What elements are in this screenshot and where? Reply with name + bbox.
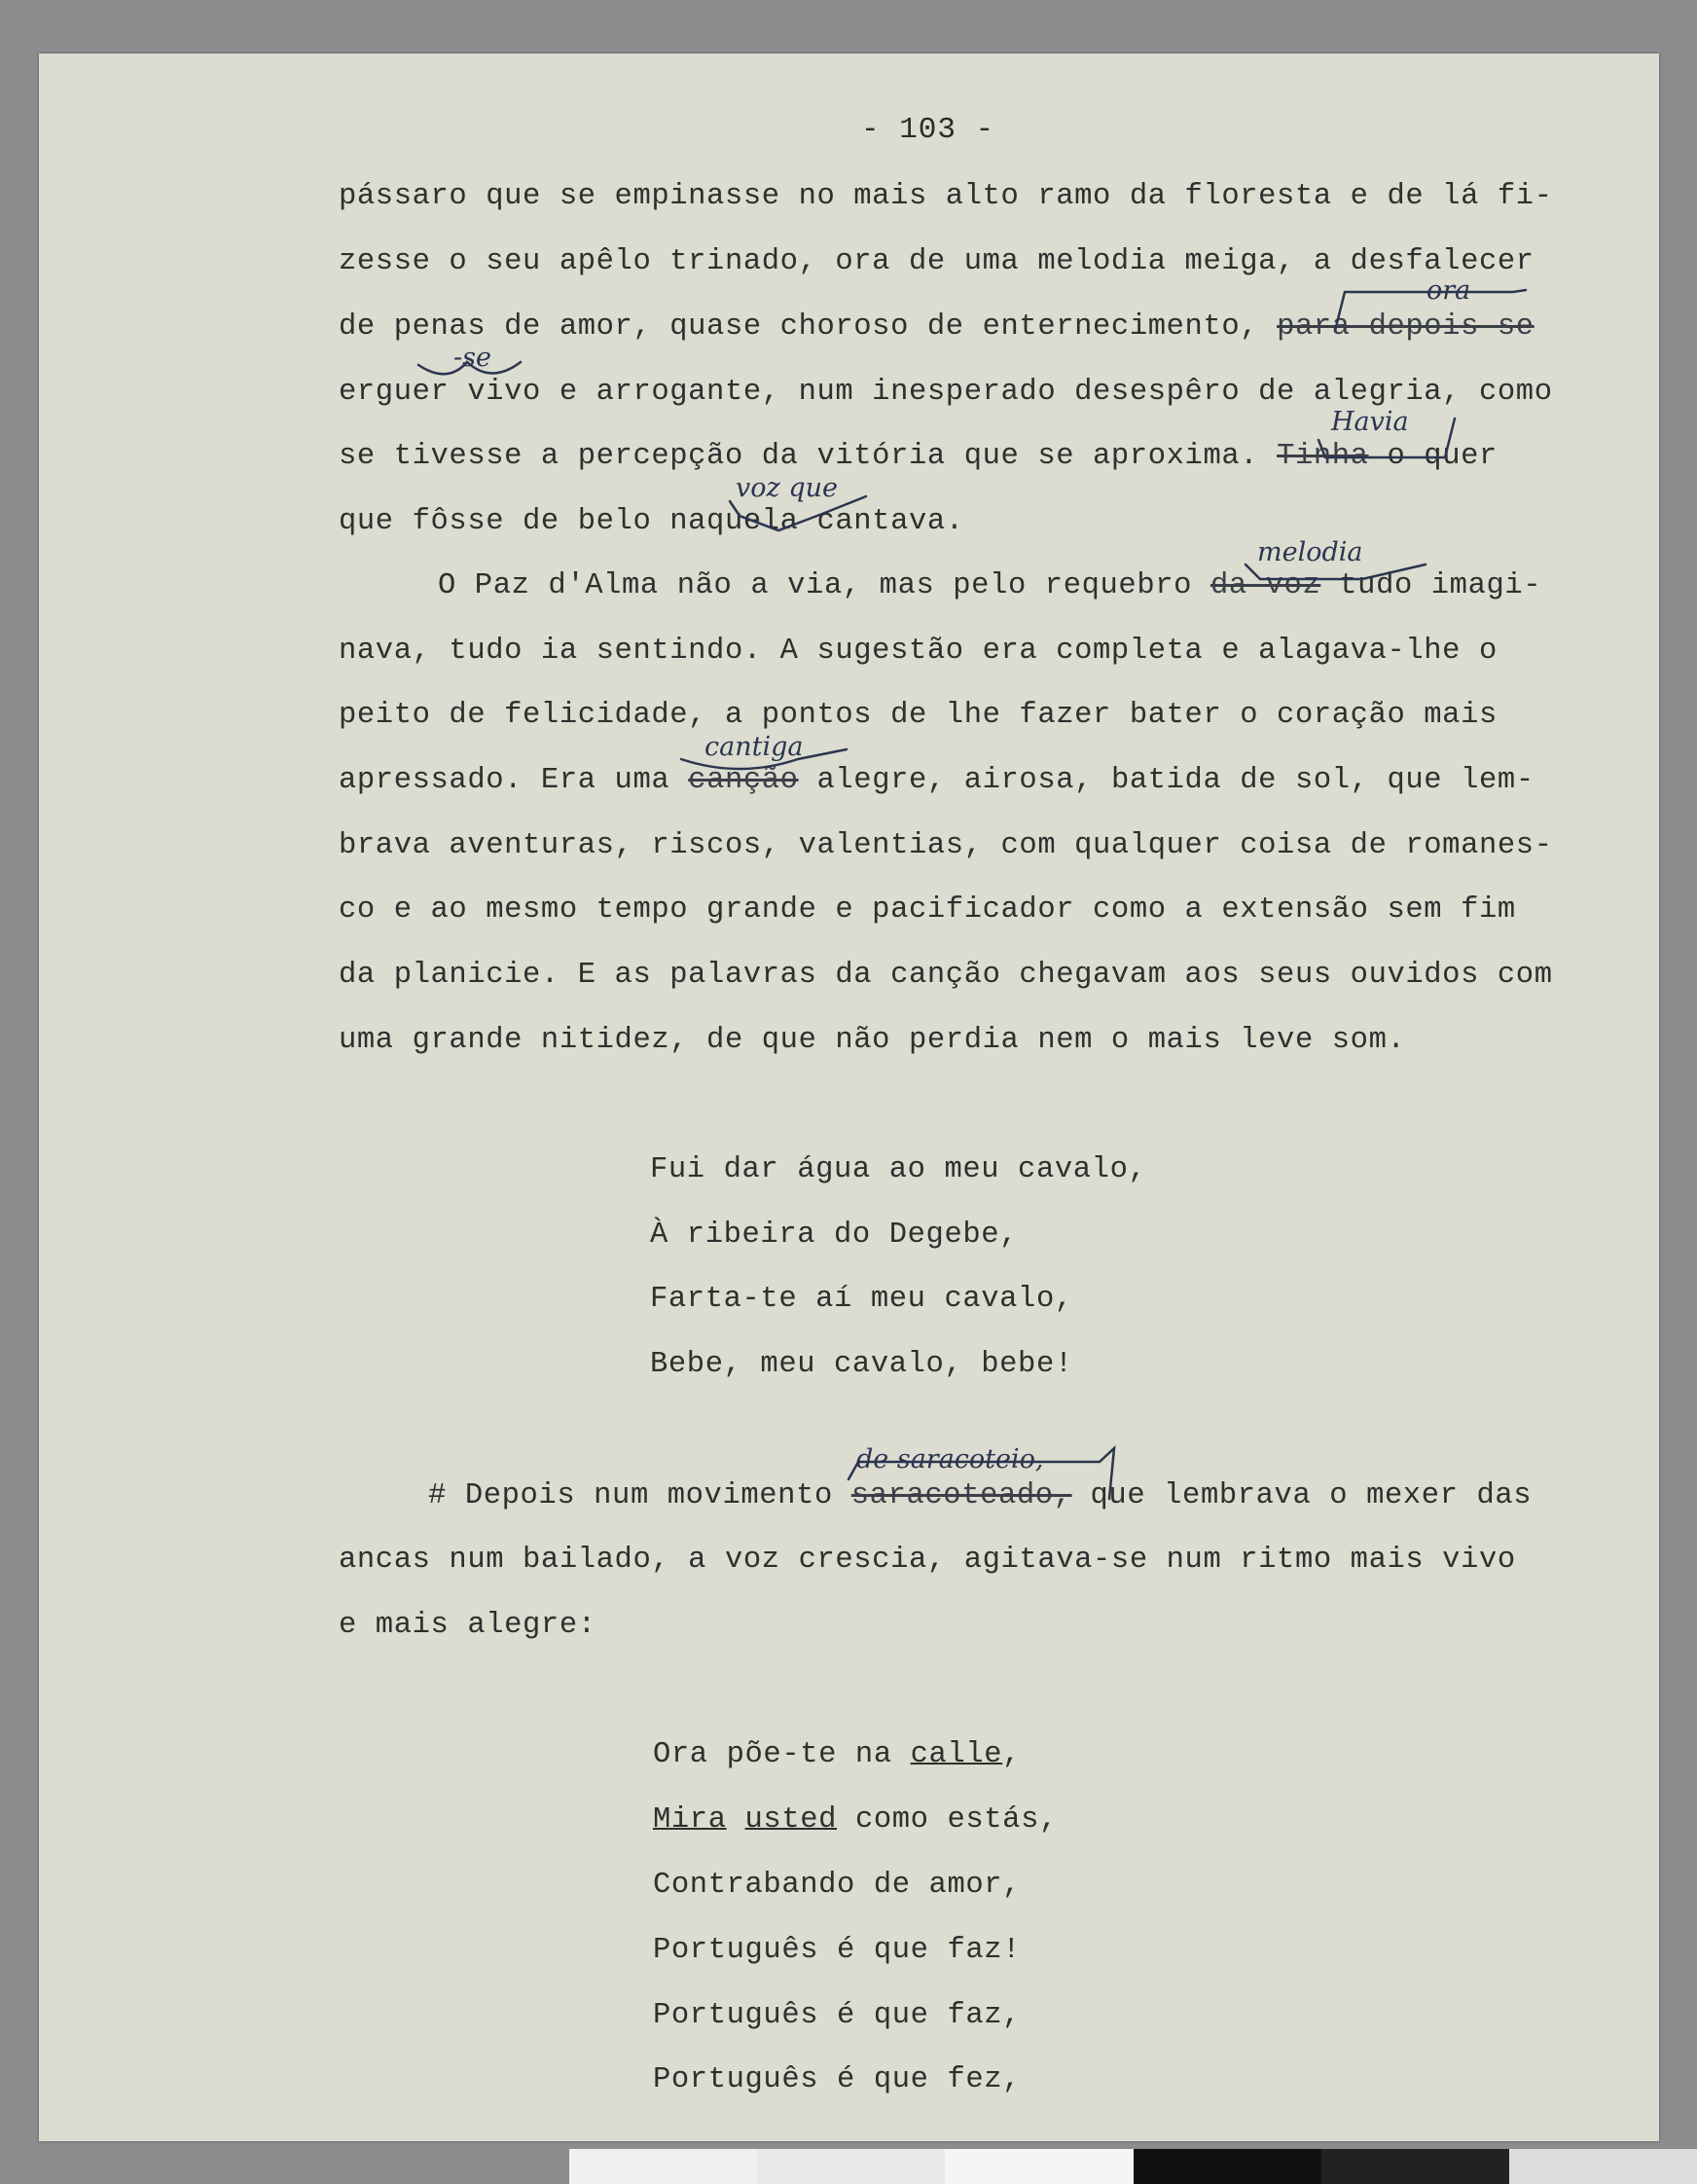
handwritten-note: de saracoteio, — [856, 1444, 1044, 1474]
text-segment: Depois num movimento — [464, 1479, 833, 1512]
struck-text: Tinha — [1277, 440, 1369, 473]
text-segment: se tivesse a percepção da vitória que se aproxima. — [339, 440, 1259, 473]
handwritten-note: ora — [1426, 275, 1471, 306]
insertion-caret — [1318, 419, 1455, 457]
struck-text: saracoteado, — [850, 1479, 1072, 1512]
text-segment: o quer — [1387, 440, 1498, 473]
text-line: pássaro que se empinasse no mais alto ramo da floresta e de lá fi- — [339, 180, 1553, 213]
verse-line: Farta-te aí meu cavalo, — [650, 1283, 1073, 1316]
text-line: que fôsse de belo naquela cantava. — [339, 505, 964, 538]
text-line: co e ao mesmo tempo grande e pacificador como a extensão sem fim — [339, 893, 1516, 927]
struck-text: para depois se — [1277, 310, 1535, 344]
text-segment: como estás, — [854, 1803, 1058, 1837]
verse-line: Português é que fez, — [653, 2063, 1022, 2096]
text-segment: O Paz d'Alma não a via, mas pelo requebro — [438, 569, 1193, 602]
struck-text: canção — [688, 764, 799, 797]
insertion-caret — [730, 496, 866, 530]
verse-line: Português é que faz! — [653, 1934, 1022, 1967]
verse-line: À ribeira do Degebe, — [650, 1219, 1019, 1252]
struck-text: da voz — [1210, 569, 1321, 602]
text-line: zesse o seu apêlo trinado, ora de uma melodia meiga, a desfalecer — [339, 245, 1535, 278]
handwritten-note: -se — [453, 343, 491, 373]
text-segment: alegre, airosa, batida de sol, que lem- — [816, 764, 1535, 797]
verse-line: Português é que faz, — [653, 1999, 1022, 2032]
color-scale-bar — [569, 2149, 1697, 2184]
text-line: nava, tudo ia sentindo. A sugestão era completa e alagava-lhe o — [339, 635, 1498, 668]
insertion-caret — [418, 362, 521, 374]
scale-segment — [569, 2149, 757, 2184]
text-segment: tudo imagi- — [1339, 569, 1542, 602]
text-line: uma grande nitidez, de que não perdia nem o mais leve som. — [339, 1024, 1406, 1057]
underlined-word: Mira — [653, 1803, 727, 1837]
underlined-word: calle — [910, 1738, 1003, 1771]
handwritten-note: melodia — [1257, 537, 1363, 567]
page-number: - 103 - — [861, 113, 995, 147]
scale-segment — [1509, 2149, 1697, 2184]
text-segment: , — [1002, 1738, 1022, 1771]
insertion-caret — [1335, 290, 1526, 331]
verse-line: Fui dar água ao meu cavalo, — [650, 1153, 1147, 1186]
handwritten-note: Havia — [1331, 407, 1409, 437]
scale-segment — [945, 2149, 1133, 2184]
insertion-caret — [848, 1448, 1114, 1499]
verse-line: Contrabando de amor, — [653, 1869, 1022, 1902]
text-line: ancas num bailado, a voz crescia, agitava-se num ritmo mais vivo — [339, 1544, 1516, 1577]
text-line: peito de felicidade, a pontos de lhe fazer bater o coração mais — [339, 699, 1498, 732]
text-segment: que lembrava o mexer das — [1090, 1479, 1533, 1512]
paragraph-mark: # — [428, 1479, 447, 1512]
handwritten-note: voz que — [736, 473, 838, 503]
scale-segment — [757, 2149, 945, 2184]
underlined-word: usted — [744, 1803, 838, 1837]
insertion-caret — [681, 749, 847, 769]
text-line: e mais alegre: — [339, 1609, 596, 1642]
text-line: da planicie. E as palavras da canção chegavam aos seus ouvidos com — [339, 959, 1553, 992]
handwritten-note: cantiga — [704, 732, 804, 762]
text-segment: de penas de amor, quase choroso de enternecimento, — [339, 310, 1259, 344]
text-line: erguer vivo e arrogante, num inesperado desespêro de alegria, como — [339, 376, 1553, 409]
scale-segment — [1321, 2149, 1509, 2184]
text-segment: apressado. Era uma — [339, 764, 670, 797]
verse-line: Bebe, meu cavalo, bebe! — [650, 1348, 1073, 1381]
insertion-caret — [1246, 564, 1426, 579]
text-segment: Ora põe-te na — [653, 1738, 892, 1771]
scale-segment — [1134, 2149, 1321, 2184]
text-line: brava aventuras, riscos, valentias, com qualquer coisa de romanes- — [339, 829, 1553, 862]
